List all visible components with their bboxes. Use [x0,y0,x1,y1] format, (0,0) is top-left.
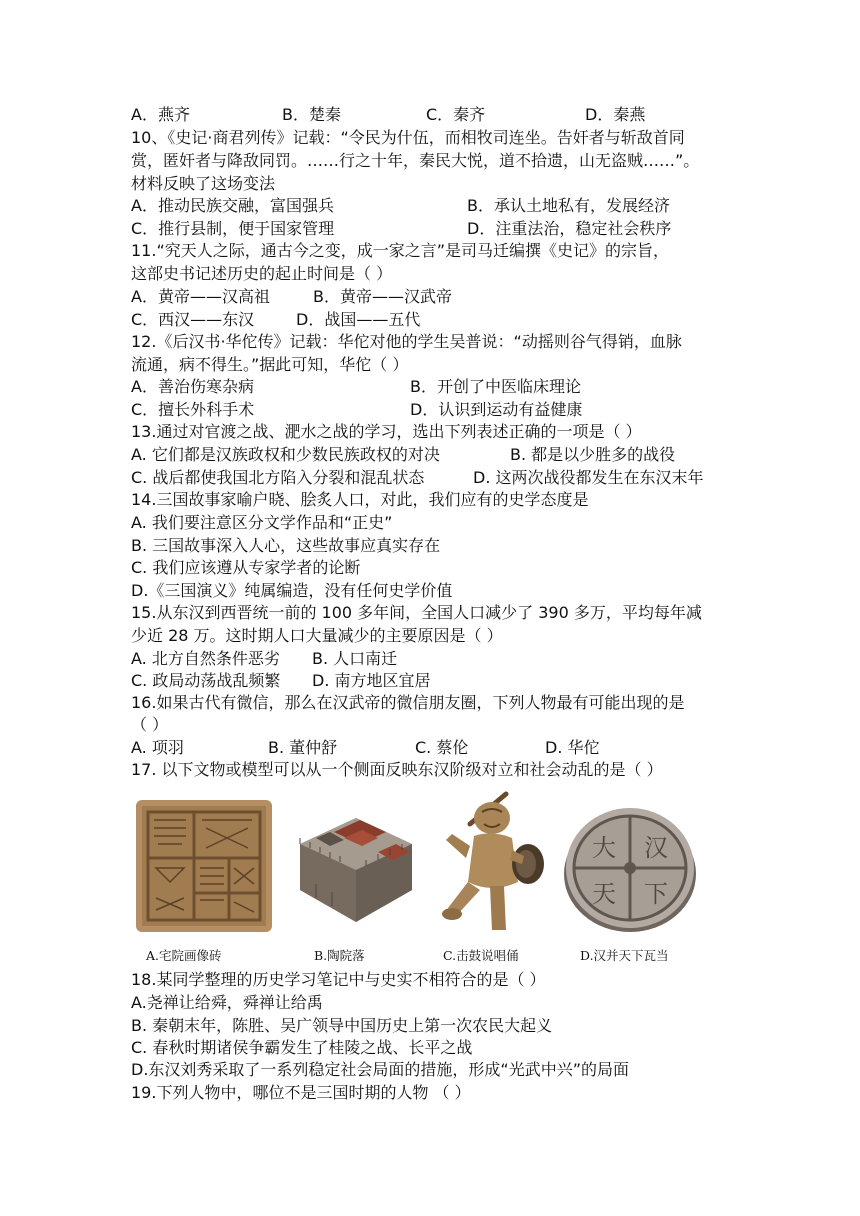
q16-option-b: B. 董仲舒 [268,738,338,757]
q14-option-c: C. 我们应该遵从专家学者的论断 [131,558,361,577]
q11-option-c: C．西汉——东汉 [131,310,255,329]
q10-stem-line-3: 材料反映了这场变法 [131,174,276,193]
q11-option-d: D．战国——五代 [296,310,421,329]
courtyard-brick-image [134,798,274,934]
q16-stem-line-1: 16.如果古代有微信，那么在汉武帝的微信朋友圈，下列人物最有可能出现的是 [131,693,685,712]
q18-option-d: D.东汉刘秀采取了一系列稳定社会局面的措施，形成“光武中兴”的局面 [131,1060,629,1079]
q11-stem-line-1: 11.“究天人之际，通古今之变，成一家之言”是司马迁编撰《史记》的宗旨， [131,241,670,260]
q9-option-a: A．燕齐 [131,105,190,124]
q16-option-c: C. 蔡伦 [415,738,469,757]
pottery-courtyard-image [286,798,426,942]
q13-option-c: C. 战后都使我国北方陷入分裂和混乱状态 [131,468,425,487]
roof-tile-char-1: 大 [592,834,616,862]
q9-option-c: C．秦齐 [426,105,486,124]
q16-option-a: A. 项羽 [131,738,184,757]
q10-option-b: B．承认土地私有，发展经济 [467,196,670,215]
q16-stem-line-2: （ ） [131,715,169,734]
q15-option-b: B. 人口南迁 [312,649,398,668]
q16-option-d: D. 华佗 [545,738,600,757]
q12-option-c: C．擅长外科手术 [131,400,255,419]
q13-option-b: B. 都是以少胜多的战役 [510,445,676,464]
q12-stem-line-2: 流通，病不得生。”据此可知，华佗（ ） [131,355,409,374]
caption-b: B.陶院落 [314,948,365,963]
q15-stem-line-1: 15.从东汉到西晋统一前的 100 多年间，全国人口减少了 390 多万，平均每年减 [131,603,702,622]
caption-a: A.宅院画像砖 [146,948,222,963]
drummer-figurine-image [430,790,550,940]
q10-stem-line-1: 10、《史记·商君列传》记载：“令民为什伍，而相牧司连坐。告奸者与斩敌首同 [131,128,685,147]
q18-option-b: B. 秦朝末年，陈胜、吴广领导中国历史上第一次农民大起义 [131,1016,553,1035]
q10-stem-line-2: 赏，匿奸者与降敌同罚。……行之十年，秦民大悦，道不拾遗，山无盗贼……”。 [131,151,700,170]
q12-option-b: B．开创了中医临床理论 [410,377,581,396]
q11-option-a: A．黄帝——汉高祖 [131,287,270,306]
q14-option-a: A. 我们要注意区分文学作品和“正史” [131,513,393,532]
q14-option-d: D.《三国演义》纯属编造，没有任何史学价值 [131,581,453,600]
q14-stem: 14.三国故事家喻户晓、脍炙人口，对此，我们应有的史学态度是 [131,490,589,509]
q18-stem: 18.某同学整理的历史学习笔记中与史实不相符合的是（ ） [131,970,546,989]
q12-option-a: A．善治伤寒杂病 [131,377,254,396]
q14-option-b: B. 三国故事深入人心，这些故事应真实存在 [131,536,441,555]
q13-option-a: A. 它们都是汉族政权和少数民族政权的对决 [131,445,440,464]
q10-option-a: A．推动民族交融，富国强兵 [131,196,334,215]
caption-d: D.汉并天下瓦当 [580,948,669,963]
q11-option-b: B．黄帝——汉武帝 [313,287,452,306]
q19-stem: 19.下列人物中，哪位不是三国时期的人物 （ ） [131,1083,471,1102]
q12-option-d: D．认识到运动有益健康 [410,400,583,419]
q15-option-d: D. 南方地区宜居 [312,671,431,690]
q9-option-b: B．楚秦 [282,105,341,124]
q9-option-d: D．秦燕 [585,105,646,124]
roof-tile-end-image [560,798,700,938]
roof-tile-char-4: 下 [644,880,668,908]
q15-stem-line-2: 少近 28 万。这时期人口大量减少的主要原因是（ ） [131,626,503,645]
roof-tile-char-2: 汉 [644,834,668,862]
q17-stem: 17. 以下文物或模型可以从一个侧面反映东汉阶级对立和社会动乱的是（ ） [131,760,663,779]
q10-option-c: C．推行县制，便于国家管理 [131,219,335,238]
q15-option-a: A. 北方自然条件恶劣 [131,649,280,668]
q13-stem: 13.通过对官渡之战、淝水之战的学习，选出下列表述正确的一项是（ ） [131,422,642,441]
q13-option-d: D. 这两次战役都发生在东汉末年 [473,468,704,487]
roof-tile-char-3: 天 [592,880,616,908]
q11-stem-line-2: 这部史书记述历史的起止时间是（ ） [131,264,393,283]
q18-option-a: A.尧禅让给舜，舜禅让给禹 [131,993,323,1012]
q15-option-c: C. 政局动荡战乱频繁 [131,671,281,690]
q12-stem-line-1: 12.《后汉书·华佗传》记载：华佗对他的学生吴普说：“动摇则谷气得销，血脉 [131,332,682,351]
q10-option-d: D．注重法治，稳定社会秩序 [467,219,672,238]
caption-c: C.击鼓说唱俑 [443,948,519,963]
q18-option-c: C. 春秋时期诸侯争霸发生了桂陵之战、长平之战 [131,1038,473,1057]
